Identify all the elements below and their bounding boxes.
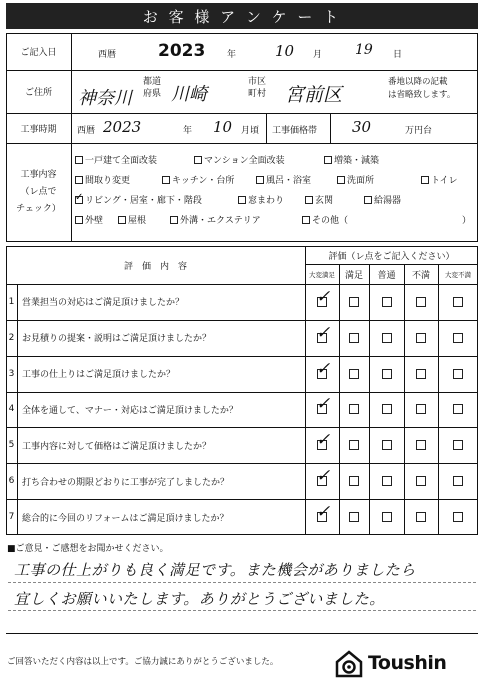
rating-checkbox[interactable]	[416, 297, 426, 307]
checkbox[interactable]	[256, 176, 264, 184]
question-number: 5	[8, 440, 15, 451]
work-option: キッチン・台所	[172, 176, 235, 186]
rating-checkbox[interactable]	[349, 512, 359, 522]
rating-checkbox[interactable]	[382, 512, 392, 522]
work-option: 間取り変更	[85, 176, 131, 186]
check-mark-icon: ✓	[316, 430, 331, 451]
address-ward: 宮前区	[285, 84, 343, 106]
address-pref-units: 都道 府県	[143, 77, 162, 99]
house-logo-icon	[334, 649, 364, 679]
question-number: 1	[8, 296, 15, 307]
checkbox[interactable]	[118, 216, 126, 224]
price-label: 工事価格帯	[272, 126, 318, 136]
rating-checkbox[interactable]	[416, 440, 426, 450]
work-checklist	[75, 153, 475, 233]
date-era: 西暦	[98, 50, 117, 60]
checkbox[interactable]	[162, 176, 170, 184]
period-month: 10	[213, 118, 233, 136]
price-value: 30	[352, 118, 372, 136]
question-text: 営業担当の対応はご満足頂けましたか？	[22, 298, 185, 309]
work-option: マンション全面改装	[204, 156, 285, 166]
rating-checkbox[interactable]	[453, 369, 463, 379]
checkbox[interactable]	[75, 156, 83, 164]
rating-checkbox[interactable]	[453, 512, 463, 522]
work-option: 玄関	[315, 196, 334, 206]
page-title: お 客 様 ア ン ケ ー ト	[142, 7, 342, 26]
col-neutral: 普通	[377, 270, 396, 281]
date-day-unit: 日	[393, 50, 403, 60]
rating-checkbox[interactable]	[416, 512, 426, 522]
check-mark-icon: ✓	[316, 322, 331, 343]
checkbox[interactable]	[421, 176, 429, 184]
work-option: 給湯器	[374, 196, 402, 206]
work-option-close: ）	[462, 216, 472, 226]
rating-checkbox[interactable]	[416, 333, 426, 343]
comment-line-2: 宜しくお願いいたします。ありがとうございました。	[14, 590, 385, 608]
date-year-unit: 年	[227, 50, 237, 60]
work-option: トイレ	[431, 176, 458, 186]
rating-checkbox[interactable]	[416, 369, 426, 379]
work-option: リビング・居室・廊下・階段	[85, 196, 202, 206]
checkbox[interactable]	[170, 216, 178, 224]
work-option: 窓まわり	[248, 196, 285, 206]
checkbox[interactable]	[75, 216, 83, 224]
rating-checkbox[interactable]	[416, 476, 426, 486]
work-option: 洗面所	[347, 176, 375, 186]
checkbox[interactable]	[364, 196, 372, 204]
date-day: 19	[355, 42, 373, 58]
question-number: 2	[8, 332, 15, 343]
work-option: 増築・減築	[334, 156, 380, 166]
rating-checkbox[interactable]	[349, 369, 359, 379]
question-text: 工事内容に対して価格はご満足頂けましたか？	[22, 441, 212, 452]
work-option: 外溝・エクステリア	[180, 216, 261, 226]
address-prefecture: 神奈川	[78, 88, 132, 109]
rating-checkbox[interactable]	[349, 476, 359, 486]
date-month-unit: 月	[313, 50, 323, 60]
question-text: 打ち合わせの期限どおりに工事が完了しましたか？	[22, 477, 230, 488]
work-option: 外壁	[85, 216, 104, 226]
col-very-dissatisfied: 大変不満	[445, 270, 471, 279]
rating-checkbox[interactable]	[453, 297, 463, 307]
rating-checkbox[interactable]	[416, 404, 426, 414]
question-text: 工事の仕上りはご満足頂けましたか？	[22, 370, 176, 381]
rating-checkbox[interactable]	[382, 476, 392, 486]
question-text: お見積りの提案・説明はご満足頂けましたか？	[22, 334, 212, 345]
period-month-unit: 月頃	[241, 126, 260, 136]
col-dissatisfied: 不満	[411, 270, 430, 281]
check-mark-icon: ✓	[316, 358, 331, 379]
rating-checkbox[interactable]	[349, 333, 359, 343]
rating-checkbox[interactable]	[453, 440, 463, 450]
address-label: ご住所	[24, 88, 52, 98]
col-very-satisfied: 大変満足	[309, 270, 335, 279]
check-mark-icon: ✓	[316, 466, 331, 487]
eval-header-rating: 評価（レ点をご記入ください）	[328, 252, 455, 262]
work-option: 屋根	[128, 216, 147, 226]
work-option: 一戸建て全面改装	[85, 156, 158, 166]
question-number: 7	[8, 512, 15, 523]
col-satisfied: 満足	[344, 270, 363, 281]
check-mark-icon: ✓	[316, 394, 331, 415]
rating-checkbox[interactable]	[382, 440, 392, 450]
question-text: 総合的に今回のリフォームはご満足頂けましたか？	[22, 513, 229, 524]
rating-checkbox[interactable]	[382, 297, 392, 307]
rating-checkbox[interactable]	[382, 369, 392, 379]
date-month: 10	[275, 42, 295, 60]
address-note: 番地以降の記載 は省略致します。	[388, 77, 456, 100]
price-unit: 万円台	[405, 126, 433, 136]
rating-checkbox[interactable]	[382, 404, 392, 414]
checkbox[interactable]	[194, 156, 202, 164]
rating-checkbox[interactable]	[453, 404, 463, 414]
rating-checkbox[interactable]	[453, 476, 463, 486]
comment-line-1: 工事の仕上がりも良く満足です。また機会がありましたら	[14, 561, 416, 579]
rating-checkbox[interactable]	[349, 297, 359, 307]
period-year-unit: 年	[183, 126, 193, 136]
title-banner	[6, 3, 478, 29]
brand-logo	[334, 649, 474, 679]
period-era: 西暦	[77, 126, 96, 136]
footer-note: ご回答いただく内容は以上です。ご協力誠にありがとうございました。	[7, 657, 279, 667]
period-label: 工事時期	[20, 124, 57, 135]
eval-header-content: 評 価 内 容	[123, 261, 187, 272]
work-label: 工事内容 （レ点で チェック）	[16, 170, 61, 214]
comments-label: ■ご意見・ご感想をお聞かせください。	[7, 544, 169, 554]
brand-name: Toushin	[368, 652, 447, 674]
rating-checkbox[interactable]	[453, 333, 463, 343]
checkbox[interactable]	[302, 216, 310, 224]
checkbox[interactable]	[324, 156, 332, 164]
check-mark-icon: ✓	[316, 286, 331, 307]
rating-checkbox[interactable]	[382, 333, 392, 343]
rating-checkbox[interactable]	[349, 404, 359, 414]
question-number: 4	[8, 404, 15, 415]
date-label: ご記入日	[20, 48, 57, 58]
checkbox[interactable]	[305, 196, 313, 204]
checkbox[interactable]	[75, 176, 83, 184]
checkbox-checked[interactable]	[75, 196, 83, 204]
rating-checkbox[interactable]	[349, 440, 359, 450]
check-mark-icon: ✓	[316, 502, 331, 523]
work-option: その他（	[312, 216, 349, 226]
address-city-units: 市区 町村	[248, 77, 267, 99]
work-option: 風呂・浴室	[266, 176, 312, 186]
date-year: 2023	[158, 41, 206, 61]
checkbox[interactable]	[337, 176, 345, 184]
checkbox[interactable]	[238, 196, 246, 204]
period-year: 2023	[103, 118, 142, 136]
question-text: 全体を通して、マナー・対応はご満足頂けましたか？	[22, 405, 238, 416]
question-number: 3	[8, 368, 15, 379]
question-number: 6	[8, 476, 15, 487]
address-city: 川崎	[171, 84, 207, 105]
